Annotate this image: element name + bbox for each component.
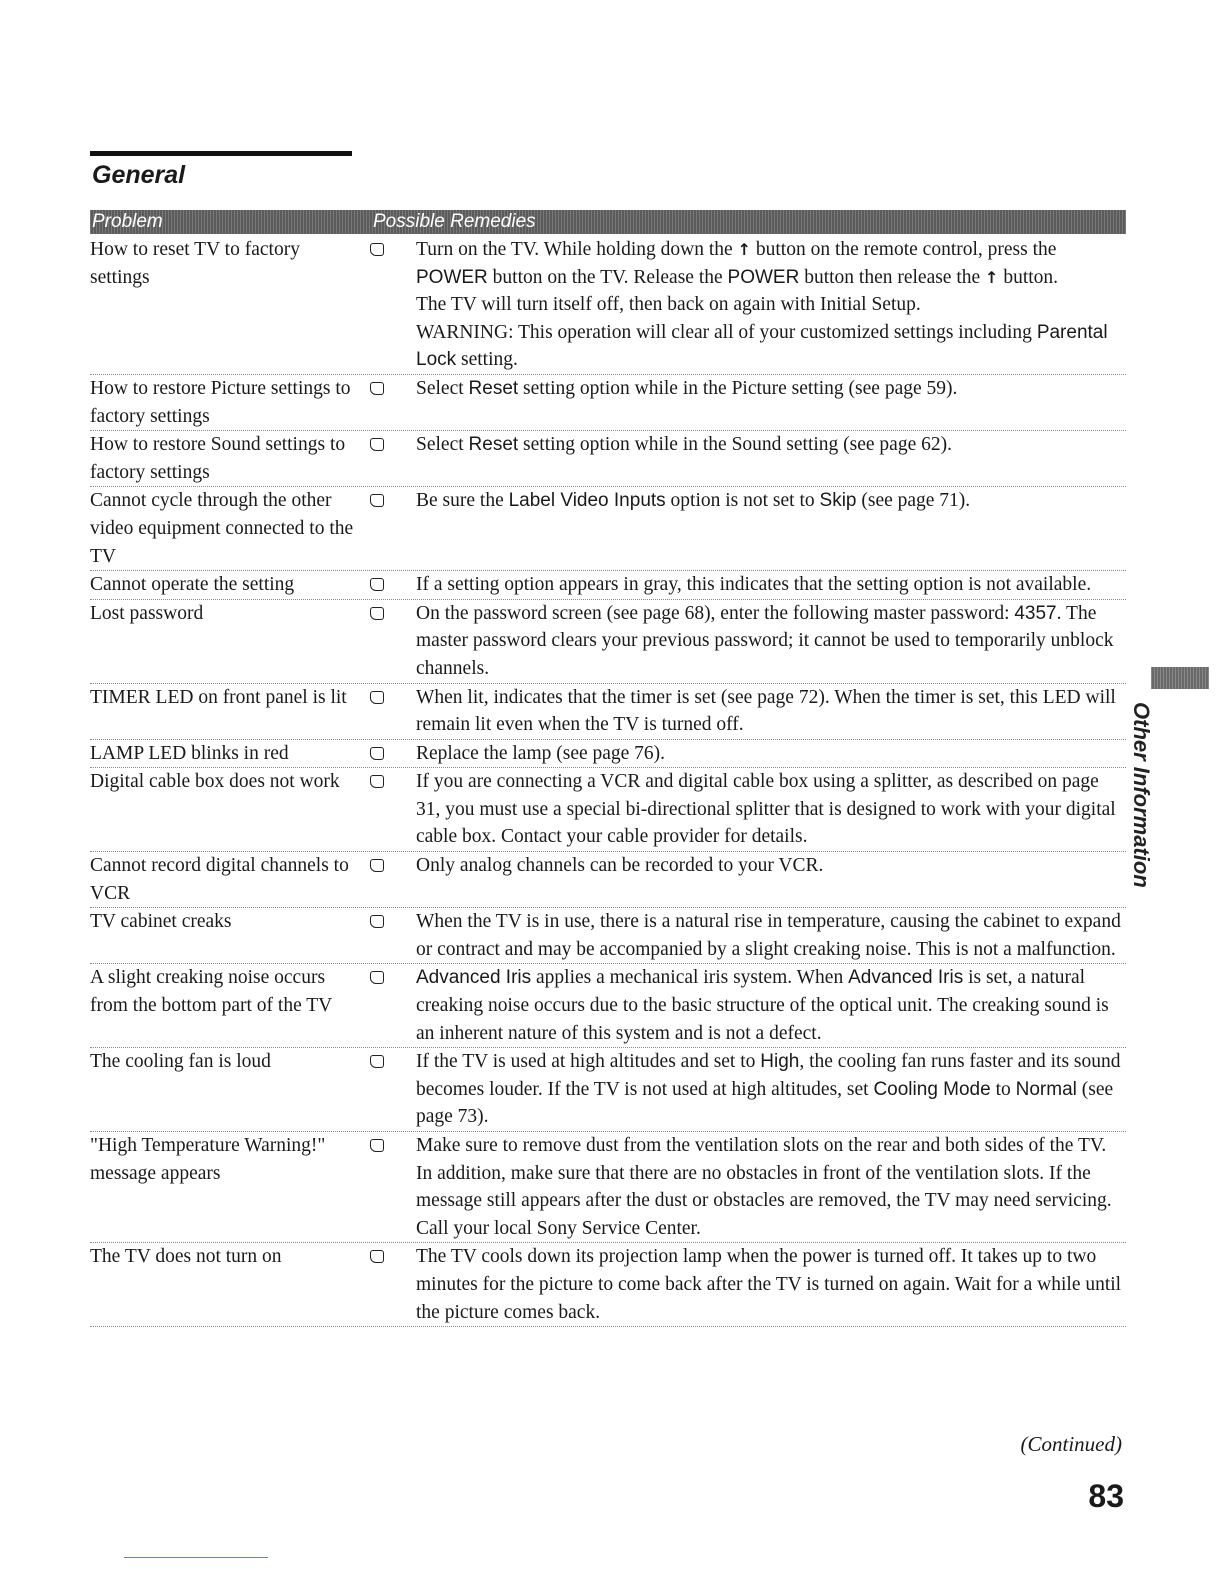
- remedy-text: (see page 73).: [416, 1078, 1114, 1128]
- remedy-text: setting option while in the Sound setting (see page 62).: [518, 434, 952, 456]
- remedy-text: Select: [416, 434, 469, 456]
- remedy-text: button on the TV. Release the: [487, 266, 728, 288]
- remedy-text: button.: [998, 266, 1059, 288]
- setting-name: Label Video Inputs: [508, 490, 666, 512]
- table-row: [90, 600, 1126, 684]
- remedy-cell: [416, 600, 1126, 683]
- checkbox-icon: [370, 578, 384, 591]
- checkbox-icon: [370, 1055, 384, 1068]
- table-row: [90, 375, 1126, 431]
- checkbox-icon: [370, 607, 384, 620]
- remedy-text: Turn on the TV. While holding down the: [416, 239, 738, 260]
- checkbox-icon: [370, 1139, 384, 1152]
- table-row: [90, 236, 1126, 375]
- problem-cell: The cooling fan is loud: [90, 1051, 271, 1073]
- remedy-text: Be sure the: [416, 490, 509, 512]
- table-row: [90, 964, 1126, 1048]
- checkbox-icon: [370, 775, 384, 788]
- problem-cell: LAMP LED blinks in red: [90, 742, 289, 764]
- remedy-text: If a setting option appears in gray, this indicates that the setting option is not available.: [416, 574, 1092, 596]
- problem-cell: The TV does not turn on: [90, 1246, 282, 1268]
- remedy-text: setting.: [456, 349, 518, 371]
- checkbox-icon: [370, 1250, 384, 1263]
- table-row: [90, 768, 1126, 852]
- table-row: [90, 852, 1126, 908]
- setting-name: Parental Lock: [416, 321, 1108, 371]
- checkbox-icon: [370, 971, 384, 984]
- section-title: General: [92, 161, 186, 189]
- remedy-cell: [416, 908, 1126, 963]
- remedy-cell: [416, 684, 1126, 739]
- remedy-cell: [416, 1243, 1126, 1326]
- remedy-text: applies a mechanical iris system. When: [531, 967, 849, 989]
- header-remedies: Possible Remedies: [373, 211, 536, 232]
- setting-name: Reset: [468, 377, 519, 399]
- remedy-text: option is not set to: [665, 490, 820, 512]
- remedy-text: button on the remote control, press the: [751, 239, 1057, 260]
- setting-name: Advanced Iris: [848, 967, 964, 989]
- table-row: [90, 908, 1126, 964]
- setting-name: Cooling Mode: [873, 1078, 991, 1100]
- table-row: [90, 740, 1126, 769]
- up-arrow-icon: ↑: [985, 267, 999, 287]
- problem-cell: Lost password: [90, 602, 204, 624]
- problem-cell: How to reset TV to factory settings: [90, 239, 300, 288]
- remedy-cell: [416, 1132, 1126, 1242]
- setting-name: Advanced Iris: [416, 967, 532, 989]
- checkbox-icon: [370, 747, 384, 760]
- problem-cell: Cannot record digital channels to VCR: [90, 855, 349, 904]
- setting-name: POWER: [416, 266, 488, 288]
- remedy-cell: [416, 571, 1126, 599]
- remedy-text: to: [990, 1078, 1016, 1100]
- problem-cell: How to restore Picture settings to factory settings: [90, 377, 351, 427]
- table-row: [90, 431, 1126, 487]
- table-row: [90, 1243, 1126, 1327]
- remedy-cell: [416, 1048, 1126, 1131]
- side-tab-label: Other Information: [1129, 702, 1154, 888]
- checkbox-icon: [370, 438, 384, 451]
- remedy-text: Replace the lamp (see page 76).: [416, 742, 666, 764]
- page-number: 83: [1088, 1478, 1124, 1514]
- problem-cell: A slight creaking noise occurs from the bottom part of the TV: [90, 967, 333, 1017]
- remedy-text: setting option while in the Picture setting (see page 59).: [518, 377, 958, 399]
- remedy-text: If you are connecting a VCR and digital cable box using a splitter, as described on page 31, you must use a special bi-directional splitter that is designed to work with your digital cable box. Contact your cable provider for details.: [416, 771, 1116, 848]
- remedy-text: The TV cools down its projection lamp when the power is turned off. It takes up to two minutes for the picture to come back after the TV is turned on again. Wait for a while until the picture comes back.: [416, 1246, 1122, 1323]
- remedy-text: Make sure to remove dust from the ventilation slots on the rear and both sides of the TV. In addition, make sure that there are no obstacles in front of the ventilation slots. If the message still appears after the dust or obstacles are removed, the TV may need servicing. Call your local Sony Service Center.: [416, 1135, 1112, 1239]
- remedy-cell: [416, 375, 1126, 403]
- remedy-text: , the cooling fan runs faster and its sound becomes louder. If the TV is not used at high altitudes, set: [416, 1051, 1121, 1100]
- table-row: [90, 684, 1126, 740]
- table-row: [90, 487, 1126, 571]
- problem-cell: Digital cable box does not work: [90, 771, 340, 793]
- remedy-text: Only analog channels can be recorded to your VCR.: [416, 855, 824, 877]
- troubleshooting-table: [90, 236, 1126, 1327]
- setting-name: Skip: [819, 490, 857, 512]
- checkbox-icon: [370, 382, 384, 395]
- up-arrow-icon: ↑: [737, 240, 751, 259]
- remedy-text: is set, a natural creaking noise occurs due to the basic structure of the optical unit. The creaking sound is an inherent nature of this system and is not a defect.: [416, 967, 1109, 1044]
- remedy-text: The TV will turn itself off, then back on again with Initial Setup.: [416, 294, 921, 316]
- table-row: [90, 571, 1126, 600]
- table-header: [90, 210, 1126, 234]
- remedy-cell: [416, 740, 1126, 768]
- section-rule: [90, 151, 352, 156]
- remedy-cell: [416, 964, 1126, 1047]
- table-row: [90, 1048, 1126, 1132]
- problem-cell: Cannot operate the setting: [90, 574, 295, 596]
- continued-note: (Continued): [1020, 1432, 1122, 1456]
- remedy-text: WARNING: This operation will clear all of your customized settings including: [416, 321, 1037, 343]
- remedy-cell: [416, 431, 1126, 459]
- setting-name: Normal: [1015, 1078, 1077, 1100]
- checkbox-icon: [370, 691, 384, 704]
- problem-cell: "High Temperature Warning!" message appears: [90, 1135, 326, 1184]
- problem-cell: TIMER LED on front panel is lit: [90, 686, 347, 708]
- problem-cell: TV cabinet creaks: [90, 911, 232, 933]
- setting-name: 4357: [1014, 602, 1057, 624]
- header-problem: Problem: [92, 211, 163, 232]
- remedy-cell: [416, 852, 1126, 880]
- remedy-text: (see page 71).: [856, 490, 971, 512]
- remedy-cell: [416, 768, 1126, 851]
- remedy-text: On the password screen (see page 68), enter the following master password:: [416, 602, 1015, 624]
- checkbox-icon: [370, 243, 384, 256]
- setting-name: High: [760, 1051, 800, 1073]
- remedy-cell: [416, 487, 1126, 515]
- side-tab-marker: [1151, 667, 1209, 689]
- problem-cell: How to restore Sound settings to factory settings: [90, 434, 346, 483]
- problem-cell: Cannot cycle through the other video equipment connected to the TV: [90, 490, 354, 567]
- remedy-text: When lit, indicates that the timer is set (see page 72). When the timer is set, this LED will remain lit even when the TV is turned off.: [416, 686, 1116, 736]
- remedy-text: . The master password clears your previous password; it cannot be used to temporarily unblock channels.: [416, 602, 1114, 679]
- bottom-rule: [124, 1557, 268, 1558]
- remedy-text: When the TV is in use, there is a natural rise in temperature, causing the cabinet to expand or contract and may be accompanied by a slight creaking noise. This is not a malfunction.: [416, 911, 1121, 960]
- table-row: [90, 1132, 1126, 1243]
- checkbox-icon: [370, 915, 384, 928]
- remedy-text: Select: [416, 377, 469, 399]
- setting-name: Reset: [468, 434, 519, 456]
- setting-name: POWER: [727, 266, 800, 288]
- checkbox-icon: [370, 494, 384, 507]
- remedy-text: button then release the: [799, 266, 986, 288]
- remedy-cell: [416, 236, 1126, 374]
- checkbox-icon: [370, 859, 384, 872]
- remedy-text: If the TV is used at high altitudes and set to: [416, 1051, 761, 1073]
